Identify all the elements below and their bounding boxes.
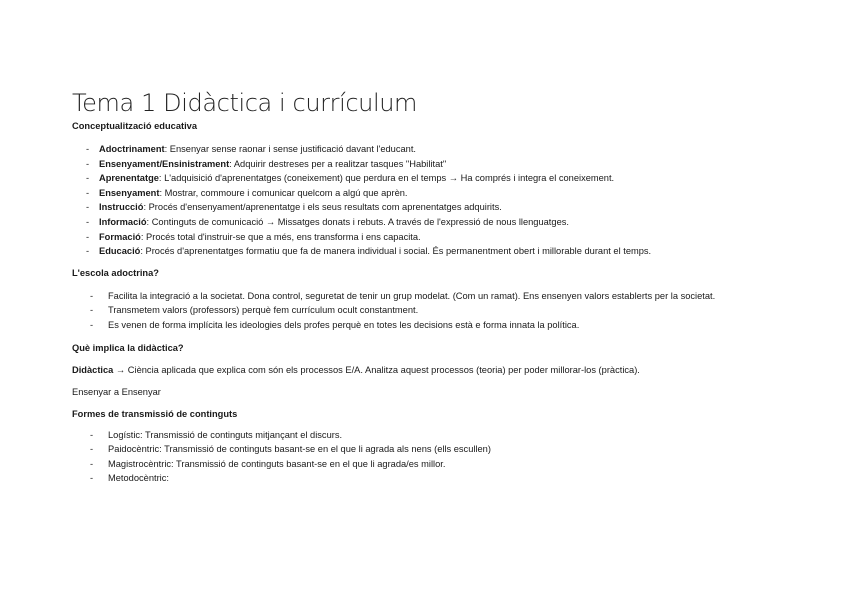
list-item <box>72 142 792 157</box>
list-item <box>72 200 792 215</box>
dash-bullet: - <box>90 444 94 455</box>
section-heading-escola: L'escola adoctrina? <box>72 267 159 278</box>
section-heading-didactica: Què implica la didàctica? <box>72 342 184 353</box>
list-item <box>72 186 792 201</box>
list-item-text: Magistrocèntric: Transmissió de continguts basant-se en el que li agrada/es millor. <box>108 458 446 469</box>
list-item <box>72 471 792 486</box>
list-item <box>72 457 792 472</box>
term-label: Adoctrinament <box>99 144 165 154</box>
term-definition: : L'adquisició d'aprenentatges (coneixement) que perdura en el temps → Ha comprés i integra el coneixement. <box>158 173 615 184</box>
term-label: Instrucció <box>99 202 144 213</box>
list-item-text: Es venen de forma implícita les ideologies dels profes perquè en totes les decisions està e forma innata la política. <box>108 319 580 330</box>
didactica-paragraph <box>72 364 792 376</box>
section-heading-conceptualitzacio: Conceptualització educativa <box>72 121 198 131</box>
concepts-list <box>72 142 792 259</box>
section-heading-formes: Formes de transmissió de continguts <box>72 408 238 419</box>
dash-bullet: - <box>86 231 90 242</box>
list-item <box>72 428 792 443</box>
term-definition: : Mostrar, commoure i comunicar quelcom a algú que aprèn. <box>159 187 408 198</box>
list-item <box>72 303 792 318</box>
list-item <box>72 289 792 304</box>
term-label: Informació <box>99 216 147 227</box>
list-item <box>72 215 792 230</box>
dash-bullet: - <box>86 246 90 257</box>
term-definition: : Procés total d'instruir-se que a més, ens transforma i ens capacita. <box>140 231 421 242</box>
dash-bullet: - <box>90 319 94 330</box>
term-definition: : Procés d'ensenyament/aprenentatge i els seus resultats com aprenentatges adquirits. <box>143 202 502 213</box>
dash-bullet: - <box>86 158 90 169</box>
dash-bullet: - <box>86 144 90 154</box>
dash-bullet: - <box>86 187 90 198</box>
list-item <box>72 157 792 172</box>
list-item-text: Transmetem valors (professors) perquè fem currículum ocult constantment. <box>108 305 419 316</box>
term-label: Aprenentatge <box>99 173 159 184</box>
dash-bullet: - <box>90 305 94 316</box>
dash-bullet: - <box>90 290 94 301</box>
list-item <box>72 244 792 259</box>
term-definition: : Ensenyar sense raonar i sense justificació davant l'educant. <box>164 144 416 154</box>
document-page <box>72 88 792 486</box>
list-item <box>72 442 792 457</box>
term-definition: : Adquirir destreses per a realitzar tasques "Habilitat" <box>229 158 447 169</box>
list-item <box>72 318 792 333</box>
term-label: Ensenyament/Ensinistrament <box>99 158 230 169</box>
paragraph-text: Ciència aplicada que explica com són els processos E/A. Analitza aquest processos (teoria) per poder millorar-los (pràctica). <box>125 364 640 375</box>
term-definition: : Continguts de comunicació → Missatges donats i rebuts. A través de l'expressió de nous llenguatges. <box>146 216 569 227</box>
list-item <box>72 171 792 186</box>
dash-bullet: - <box>90 458 94 469</box>
dash-bullet: - <box>90 473 94 484</box>
list-item <box>72 230 792 245</box>
page-title: Tema 1 Didàctica i currículum <box>72 89 418 117</box>
list-item-text: Paidocèntric: Transmissió de continguts basant-se en el que li agrada als nens (ells escullen) <box>108 444 491 455</box>
list-item-text: Logístic: Transmissió de continguts mitjançant el discurs. <box>108 429 343 440</box>
ensenyar-paragraph: Ensenyar a Ensenyar <box>72 386 161 397</box>
dash-bullet: - <box>90 429 94 440</box>
term-label: Didàctica → <box>72 364 126 375</box>
formes-list <box>72 428 792 486</box>
list-item-text: Facilita la integració a la societat. Dona control, seguretat de tenir un grup modelat. (Com un ramat). Ens ensenyen valors establerts per la societat. <box>108 290 716 301</box>
escola-list <box>72 289 792 333</box>
dash-bullet: - <box>86 216 90 227</box>
dash-bullet: - <box>86 202 90 213</box>
dash-bullet: - <box>86 173 90 184</box>
term-label: Ensenyament <box>99 187 160 198</box>
term-definition: : Procés d'aprenentatges formatiu que fa de manera individual i social. És permanentment obert i millorable durant el temps. <box>140 246 652 257</box>
list-item-text: Metodocèntric: <box>108 473 169 484</box>
term-label: Educació <box>99 246 141 257</box>
term-label: Formació <box>99 231 141 242</box>
